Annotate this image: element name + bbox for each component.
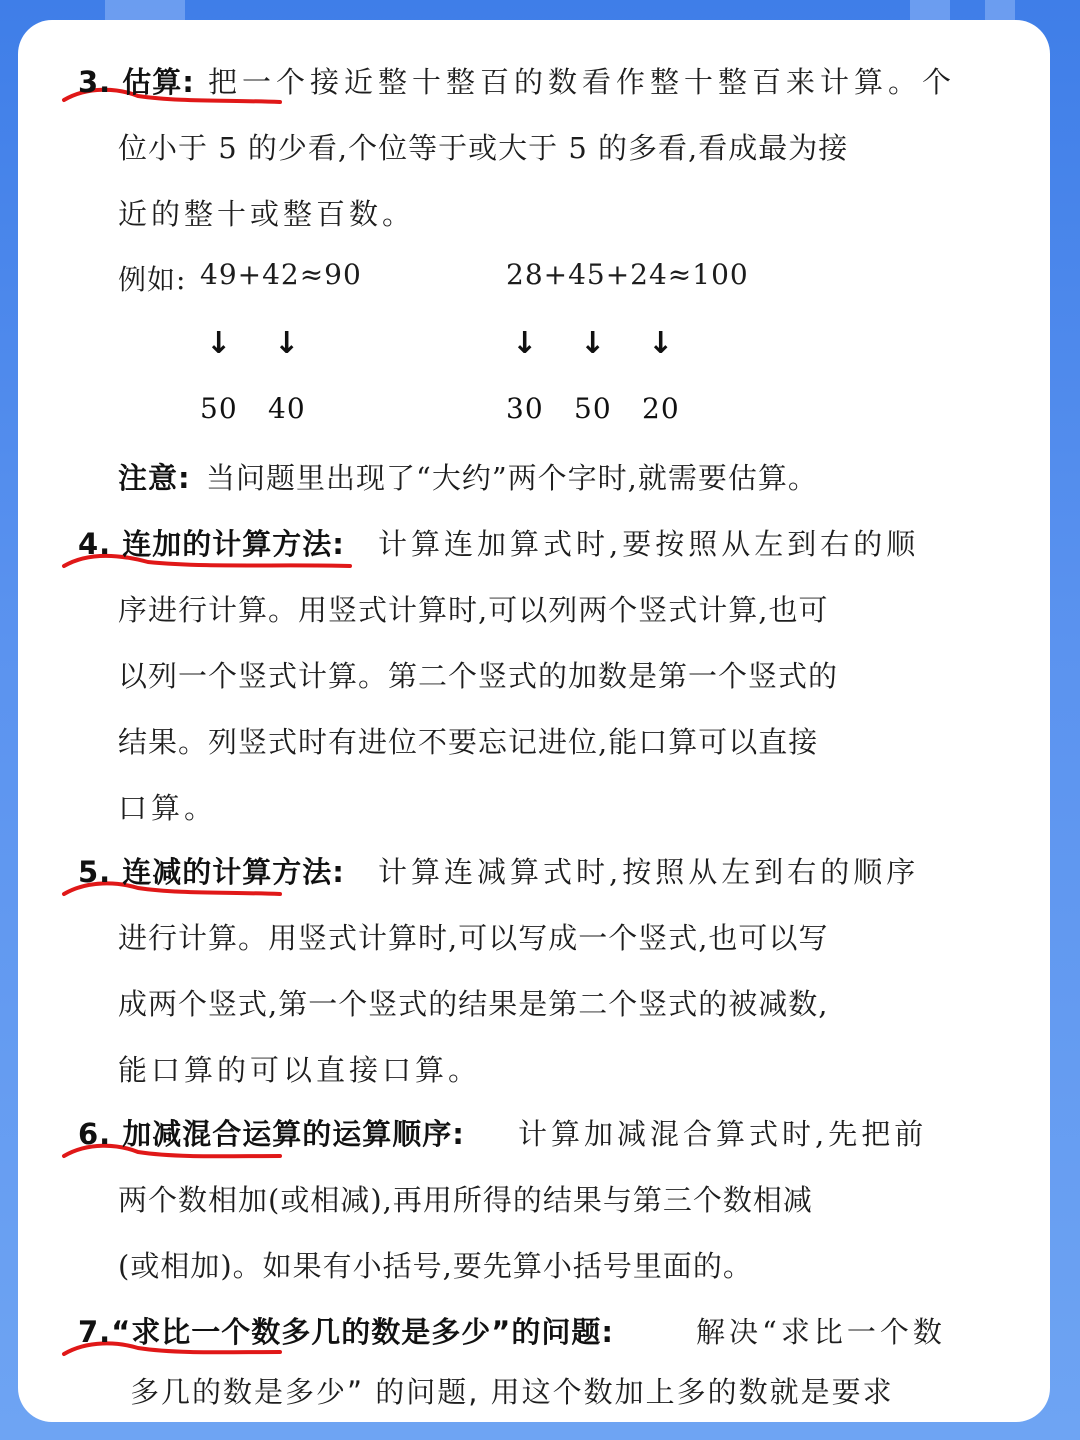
section-5-line: 计算连减算式时,按照从左到右的顺序 [378, 855, 920, 889]
note-text: 当问题里出现了“大约”两个字时,就需要估算。 [206, 461, 818, 495]
down-arrow-icon: ↓ [206, 326, 232, 361]
section-4-line: 以列一个竖式计算。第二个竖式的加数是第一个竖式的 [118, 659, 839, 693]
estimate-value: 50 [200, 392, 238, 425]
content-card [18, 20, 1050, 1422]
section-5-line: 成两个竖式,第一个竖式的结果是第二个竖式的被减数, [118, 987, 829, 1021]
section-6-line: 计算加减混合算式时,先把前 [518, 1117, 928, 1151]
section-3-line: 近的整十或整百数。 [118, 197, 416, 231]
section-4-line: 计算连加算式时,要按照从左到右的顺 [378, 527, 920, 561]
background-decoration [105, 0, 185, 22]
example-equation-1: 49+42≈90 [200, 258, 362, 291]
background-decoration [985, 0, 1015, 22]
section-6-heading: 6. 加减混合运算的运算顺序: [78, 1117, 465, 1151]
section-7-line: 多几的数是多少” 的问题, 用这个数加上多的数就是要求 [130, 1375, 894, 1409]
down-arrow-icon: ↓ [512, 326, 538, 361]
down-arrow-icon: ↓ [648, 326, 674, 361]
section-4-line: 序进行计算。用竖式计算时,可以列两个竖式计算,也可 [118, 593, 829, 627]
estimate-value: 50 [574, 392, 612, 425]
section-3-heading: 3. 估算: [78, 65, 195, 99]
estimate-value: 20 [642, 392, 680, 425]
section-7-heading: 7.“求比一个数多几的数是多少”的问题: [78, 1315, 614, 1349]
down-arrow-icon: ↓ [274, 326, 300, 361]
section-3-line: 把一个接近整十整百的数看作整十整百来计算。个 [208, 65, 957, 99]
section-5-line: 进行计算。用竖式计算时,可以写成一个竖式,也可以写 [118, 921, 829, 955]
background-decoration [910, 0, 950, 22]
estimate-value: 40 [268, 392, 306, 425]
section-4-heading: 4. 连加的计算方法: [78, 527, 345, 561]
section-5-line: 能口算的可以直接口算。 [118, 1053, 482, 1087]
section-3-line: 位小于 5 的少看,个位等于或大于 5 的多看,看成最为接 [118, 131, 849, 165]
section-6-line: 两个数相加(或相减),再用所得的结果与第三个数相减 [118, 1183, 813, 1217]
note-heading: 注意: [118, 461, 191, 495]
section-6-line: (或相加)。如果有小括号,要先算小括号里面的。 [118, 1249, 753, 1283]
down-arrow-icon: ↓ [580, 326, 606, 361]
section-4-line: 结果。列竖式时有进位不要忘记进位,能口算可以直接 [118, 725, 819, 759]
estimate-value: 30 [506, 392, 544, 425]
section-4-line: 口算。 [118, 791, 218, 825]
section-5-heading: 5. 连减的计算方法: [78, 855, 345, 889]
example-label: 例如: [118, 263, 187, 296]
section-7-line: 解决“求比一个数 [696, 1315, 946, 1349]
example-equation-2: 28+45+24≈100 [506, 258, 749, 291]
